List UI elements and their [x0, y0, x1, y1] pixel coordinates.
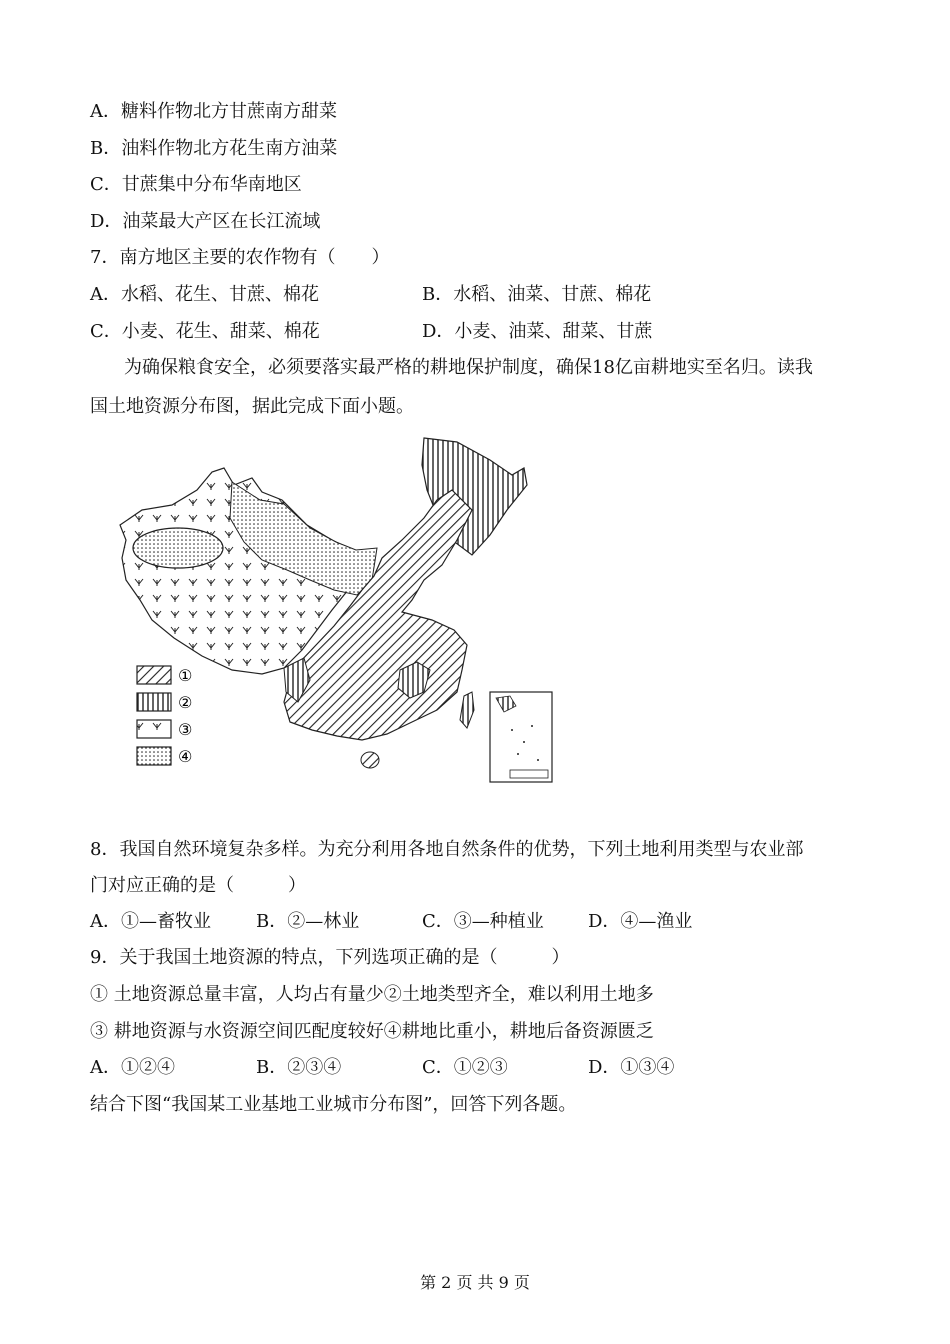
- south-sea-inset: [490, 692, 552, 782]
- q7-stem: 7．南方地区主要的农作物有（ ）: [90, 247, 390, 268]
- q7-option-c: C．小麦、花生、甜菜、棉花: [90, 321, 320, 342]
- legend-label-1: ①: [178, 666, 193, 685]
- legend-label-3: ③: [178, 720, 193, 739]
- q6-option-b: B．油料作物北方花生南方油菜: [90, 138, 338, 159]
- taiwan-island: [460, 692, 474, 728]
- q8-option-c: C．③—种植业: [422, 911, 544, 932]
- land-resource-map: [112, 430, 562, 790]
- q7-option-a: A．水稻、花生、甘蔗、棉花: [90, 284, 319, 305]
- q9-option-a: A．①②④: [90, 1057, 175, 1078]
- q6-option-c: C．甘蔗集中分布华南地区: [90, 174, 302, 195]
- q8-stem-line2: 门对应正确的是（ ）: [90, 875, 306, 896]
- legend-label-2: ②: [178, 693, 193, 712]
- q9-stem: 9．关于我国土地资源的特点，下列选项正确的是（ ）: [90, 947, 570, 968]
- q9-option-b: B．②③④: [256, 1057, 342, 1078]
- legend-swatch-3: [137, 720, 171, 738]
- q9-option-c: C．①②③: [422, 1057, 508, 1078]
- q8-option-a: A．①—畜牧业: [90, 911, 211, 932]
- q8-option-d: D．④—渔业: [588, 911, 693, 932]
- q6-option-d: D．油菜最大产区在长江流域: [90, 211, 321, 232]
- page-footer: 第 2 页 共 9 页: [420, 1273, 530, 1292]
- q9-option-d: D．①③④: [588, 1057, 675, 1078]
- q9-statement-1: ① 土地资源总量丰富，人均占有量少②土地类型齐全，难以利用土地多: [90, 984, 654, 1005]
- legend-swatch-2: [137, 693, 171, 711]
- intro-land-line2: 国土地资源分布图，据此完成下面小题。: [90, 396, 414, 417]
- legend-label-4: ④: [178, 747, 193, 766]
- intro-industry: 结合下图“我国某工业基地工业城市分布图”，回答下列各题。: [90, 1094, 577, 1115]
- legend-swatch-1: [137, 666, 171, 684]
- q7-option-b: B．水稻、油菜、甘蔗、棉花: [422, 284, 652, 305]
- q7-option-d: D．小麦、油菜、甜菜、甘蔗: [422, 321, 653, 342]
- q9-statement-2: ③ 耕地资源与水资源空间匹配度较好④耕地比重小，耕地后备资源匮乏: [90, 1021, 654, 1042]
- hainan-island: [361, 752, 379, 768]
- q6-option-a: A．糖料作物北方甘蔗南方甜菜: [90, 101, 337, 122]
- intro-land-line1: 为确保粮食安全，必须要落实最严格的耕地保护制度，确保18亿亩耕地实至名归。读我: [124, 357, 813, 378]
- region-basin: [133, 528, 223, 568]
- legend-swatch-4: [137, 747, 171, 765]
- q8-stem-line1: 8．我国自然环境复杂多样。为充分利用各地自然条件的优势，下列土地利用类型与农业部: [90, 839, 804, 860]
- q8-option-b: B．②—林业: [256, 911, 360, 932]
